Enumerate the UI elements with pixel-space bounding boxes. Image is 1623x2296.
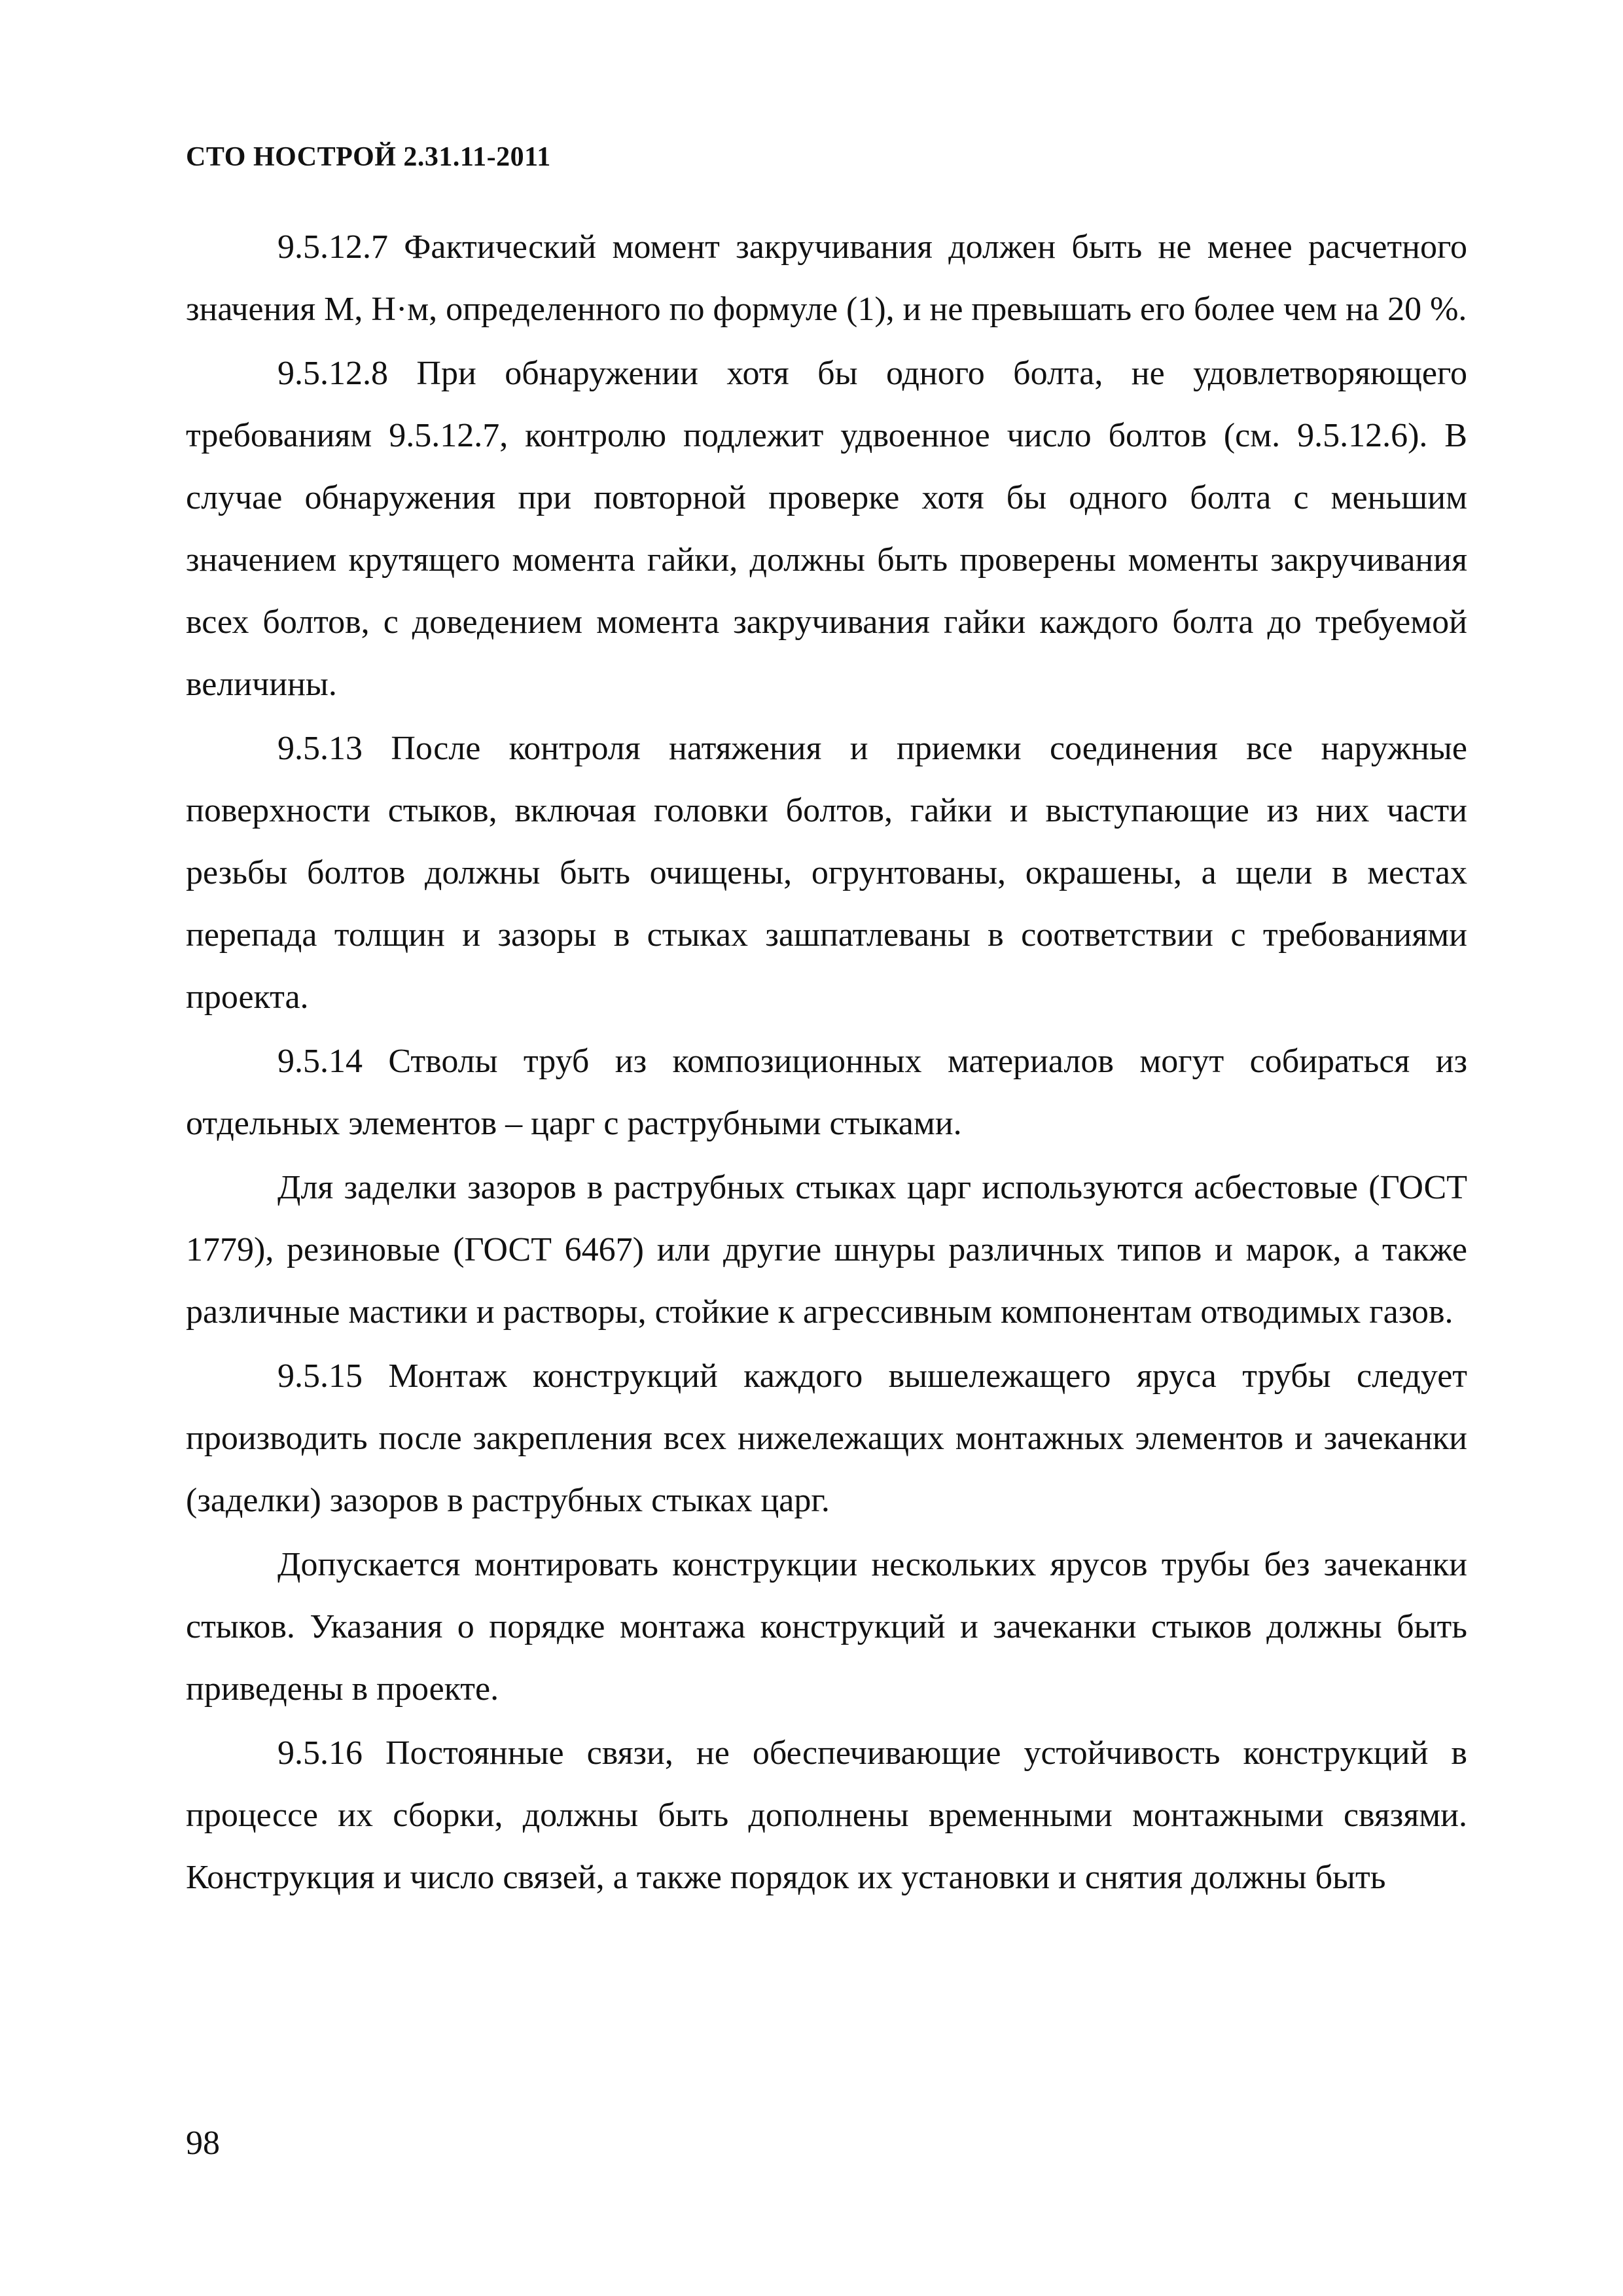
- paragraph-9-5-15: 9.5.15 Монтаж конструкций каждого вышележащего яруса трубы следует производить после закрепления всех нижележащих монтажных элементов и зачеканки (заделки) зазоров в раструбных стыках царг.: [186, 1357, 1467, 1519]
- body-text: [186, 216, 1467, 1910]
- paragraph-sealing-materials: Для заделки зазоров в раструбных стыках царг используются асбестовые (ГОСТ 1779), резиновые (ГОСТ 6467) или другие шнуры различных типов и марок, а также различные мастики и растворы, стойкие к агрессивным компонентам отводимых газов.: [186, 1169, 1467, 1331]
- paragraph-multi-tier-mounting: Допускается монтировать конструкции нескольких ярусов трубы без зачеканки стыков. Указания о порядке монтажа конструкций и зачеканки стыков должны быть приведены в проекте.: [186, 1546, 1467, 1708]
- document-header: СТО НОСТРОЙ 2.31.11-2011: [186, 142, 551, 172]
- paragraph-9-5-14: 9.5.14 Стволы труб из композиционных материалов могут собираться из отдельных элементов – царг с раструбными стыками.: [186, 1043, 1467, 1142]
- paragraph-9-5-12-7: 9.5.12.7 Фактический момент закручивания должен быть не менее расчетного значения М, Н·м, определенного по формуле (1), и не превышать его более чем на 20 %.: [186, 228, 1467, 328]
- paragraph-9-5-16: 9.5.16 Постоянные связи, не обеспечивающие устойчивость конструкций в процессе их сборки, должны быть дополнены временными монтажными связями. Конструкция и число связей, а также порядок их установки и снятия должны быть: [186, 1734, 1467, 1896]
- paragraph-9-5-13: 9.5.13 После контроля натяжения и приемки соединения все наружные поверхности стыков, включая головки болтов, гайки и выступающие из них части резьбы болтов должны быть очищены, огрунтованы, окрашены, а щели в местах перепада толщин и зазоры в стыках зашпатлеваны в соответствии с требованиями проекта.: [186, 730, 1467, 1016]
- paragraph-9-5-12-8: 9.5.12.8 При обнаружении хотя бы одного болта, не удовлетворяющего требованиям 9.5.12.7, контролю подлежит удвоенное число болтов (см. 9.5.12.6). В случае обнаружения при повторной проверке хотя бы одного болта с меньшим значением крутящего момента гайки, должны быть проверены моменты закручивания всех болтов, с доведением момента закручивания гайки каждого болта до требуемой величины.: [186, 355, 1467, 703]
- page-number: 98: [186, 2125, 220, 2162]
